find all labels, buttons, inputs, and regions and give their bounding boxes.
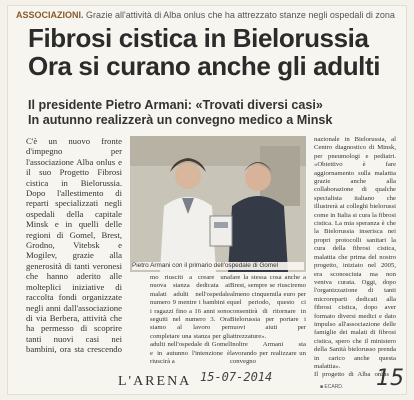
page-number: 15 [376,366,404,391]
article-paragraph: mo riusciti a creare una nuova stanza dedicata ai malati adulti nell'ospedale numero 9 mentre i bambini e i ragazzi fino a 16 anni sono seguiti nel numero 3. Ora siamo al lavoro per completare una stanza per gli adulti nell'ospedale di Gomel e in autunno l'intenzione è riuscirà a [150,274,230,366]
article-column-3 [230,274,306,370]
newspaper-clipping [8,6,406,394]
source-logo: ■ ECARD. [320,384,344,390]
article-photo [130,136,306,272]
footer [118,372,318,394]
kicker-line [16,10,396,21]
newspaper-name: L'ARENA [118,374,192,389]
headline [28,24,398,80]
headline-line-2: Ora si curano anche gli adulti [28,51,381,81]
handwritten-date: 15-07-2014 [200,370,273,384]
article-column-2 [150,274,230,370]
article-column-1 [26,136,122,356]
article-lead: C'è un nuovo fronte d'impegno per l'associazione Alba onlus e il suo Progetto Fibrosi cistica in Bielorussia. Dopo l'allestimento di reparti specializzati negli ospedali della capitale Minsk e in quelli delle regioni di Gomel, Brest, Grodno, Vitebsk e Mogilev, grazie alla generosità di tanti veronesi che hanno aderito alle molteplici iniziative di raccolta fondi organizzate negli anni dall'associazione di via Berbera, attività che ha permesso di scoprire tanti nuovi casi nei bambini, ora sta crescendo [26,136,122,355]
article-paragraph: fare la stessa cosa anche a Brest, sempre se riusciremo almeno cinquemila euro per quel periodo, questo ci consentirà di ritornare in Bielorussia per portare i nuovi aiuti per attrezzature». [230,274,306,340]
article-paragraph: nazionale in Bielorussia, al Centro diagnostico di Minsk, per pneumologi e pediatri. «Obiettivo è fare aggiornamento sulla malattia grazie anche alla collaborazione di qualche specialista italiano che illustrerà ai colleghi bielorussi come in Italia si cura la fibrosi cistica. La mia speranza è che la Bielorussia inserisca nei propri protocolli sanitari la cura della fibrosi cistica, malattia che prima del nostro progetto, iniziato nel 2005, era sconosciuta ma non veniva curata. Oggi, dopo l'organizzazione di tanti microreparti dedicati alla fibrosi cistica, dopo aver formato diversi medici e dato impulso all'associazione delle famiglie dei malati di fibrosi cistica, spero che il ministero della Sanità bielorusso prenda in carico anche questa malattia». [314,136,396,370]
kicker-text: Grazie all'attività di Alba onlus che ha attrezzato stanze negli ospedali di zona [86,10,395,20]
article-paragraph: Inoltre Armani sta lavorando per realizzare un convegno [230,341,306,366]
article-column-4 [314,136,396,378]
section-category: ASSOCIAZIONI. [16,10,84,20]
headline-line-1: Fibrosi cistica in Bielorussia [28,23,369,53]
subhead-line-1: Il presidente Pietro Armani: «Trovati diversi casi» [28,98,323,112]
subheadline [28,98,398,128]
subhead-line-2: In autunno realizzerà un convegno medico a Minsk [28,113,333,127]
photo-caption: Pietro Armani con il primario dell'ospedale di Gomel [132,262,304,270]
photo-illustration [130,136,306,272]
article-paragraph: Il progetto di Alba onlus è [314,371,396,378]
